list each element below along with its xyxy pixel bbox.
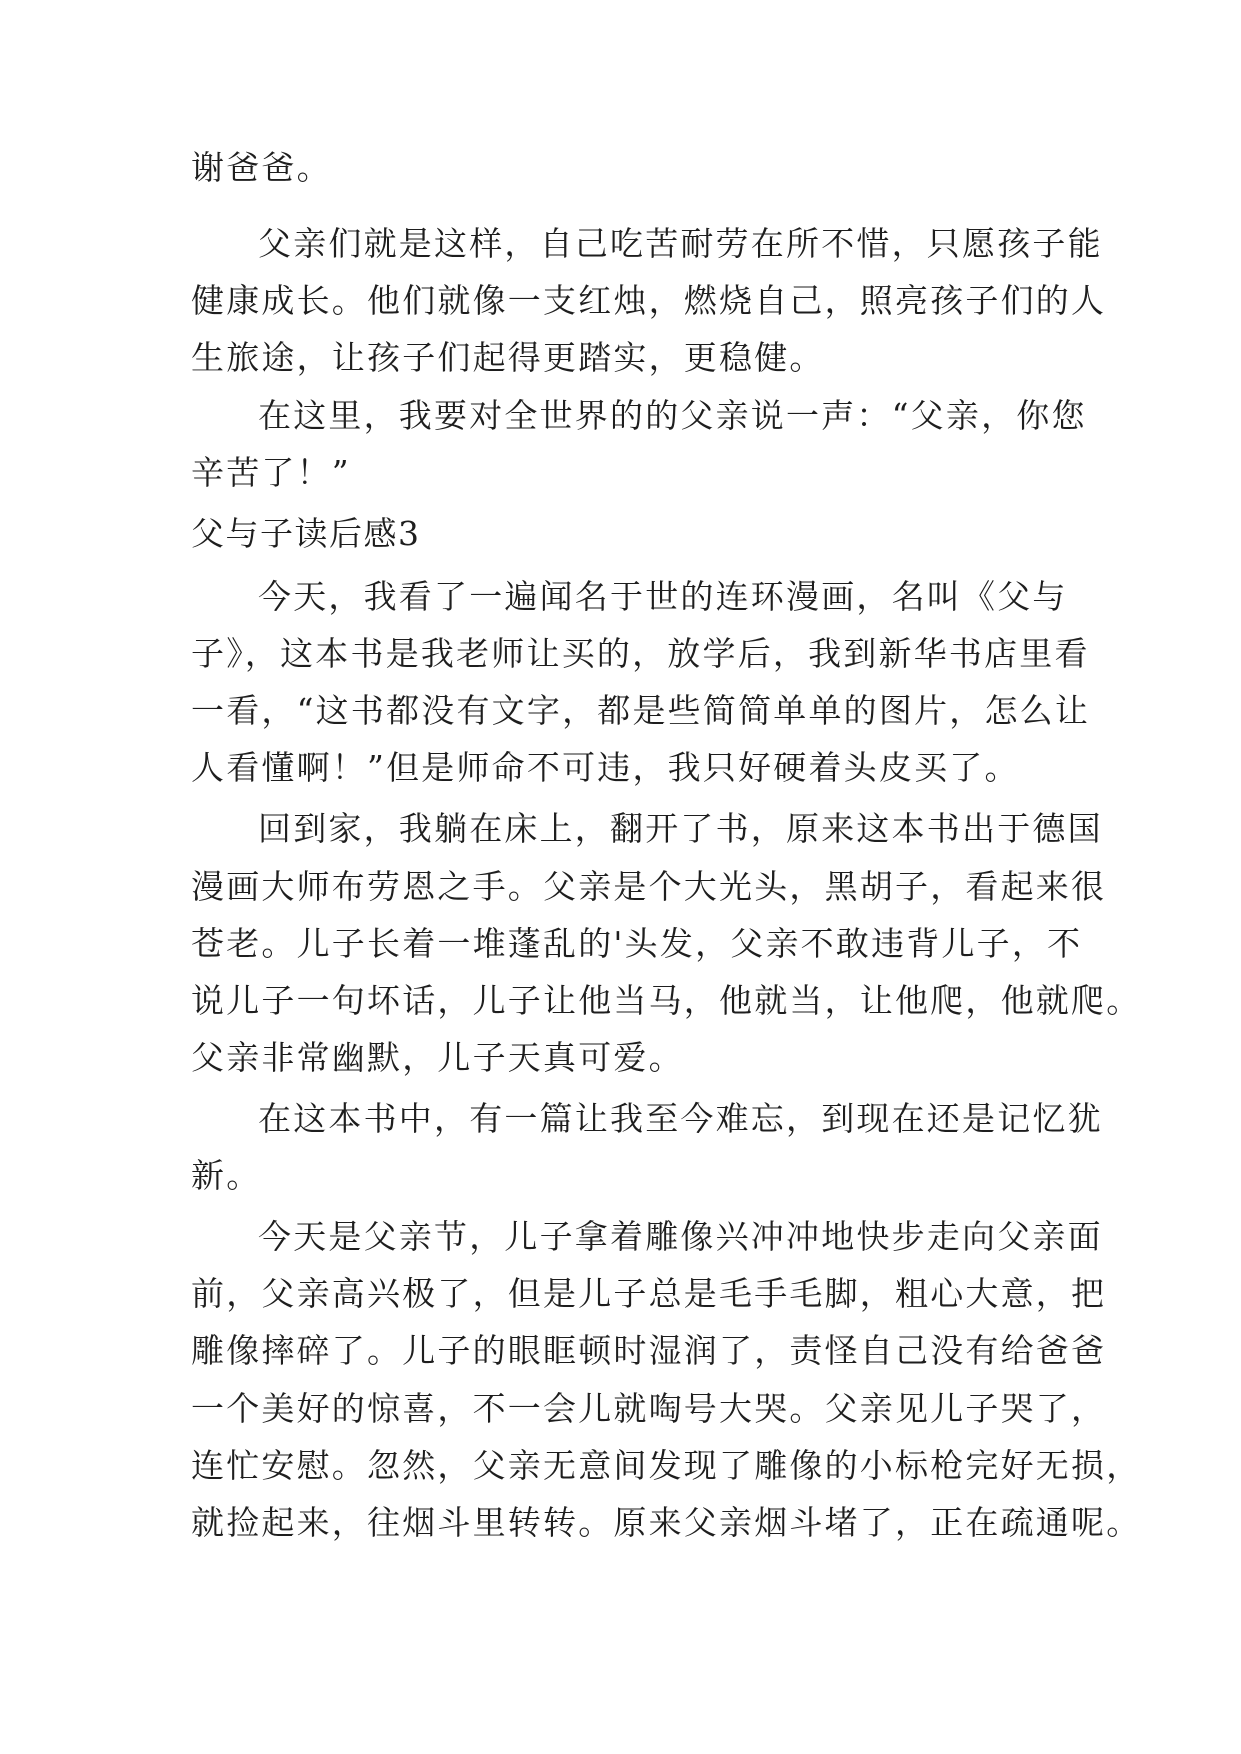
text-line: 父亲非常幽默，儿子天真可爱。 <box>191 1038 684 1077</box>
text-line: 回到家，我躺在床上，翻开了书，原来这本书出于德国 <box>258 809 1103 848</box>
text-line: 人看懂啊！”但是师命不可违，我只好硬着头皮买了。 <box>191 748 1020 787</box>
text-line: 雕像摔碎了。儿子的眼眶顿时湿润了，责怪自己没有给爸爸 <box>191 1331 1107 1370</box>
text-line: 说儿子一句坏话，儿子让他当马，他就当，让他爬，他就爬。 <box>191 981 1142 1020</box>
text-line: 今天是父亲节，儿子拿着雕像兴冲冲地快步走向父亲面 <box>258 1217 1103 1256</box>
text-line: 父亲们就是这样，自己吃苦耐劳在所不惜，只愿孩子能 <box>258 224 1103 263</box>
text-line: 苍老。儿子长着一堆蓬乱的'头发，父亲不敢违背儿子，不 <box>191 924 1083 963</box>
text-line: 健康成长。他们就像一支红烛，燃烧自己，照亮孩子们的人 <box>191 281 1107 320</box>
text-line: 生旅途，让孩子们起得更踏实，更稳健。 <box>191 338 825 377</box>
text-line: 一看，“这书都没有文字，都是些简简单单的图片，怎么让 <box>191 691 1091 730</box>
text-line: 连忙安慰。忽然，父亲无意间发现了雕像的小标枪完好无损， <box>191 1446 1142 1485</box>
section-heading: 父与子读后感3 <box>191 514 421 553</box>
text-line: 就捡起来，往烟斗里转转。原来父亲烟斗堵了，正在疏通呢。 <box>191 1503 1142 1542</box>
text-line: 在这本书中，有一篇让我至今难忘，到现在还是记忆犹 <box>258 1099 1103 1138</box>
text-line: 辛苦了！” <box>191 453 351 492</box>
text-line: 漫画大师布劳恩之手。父亲是个大光头，黑胡子，看起来很 <box>191 867 1107 906</box>
text-line: 谢爸爸。 <box>191 148 332 187</box>
text-line: 今天，我看了一遍闻名于世的连环漫画，名叫《父与 <box>258 577 1068 616</box>
text-line: 一个美好的惊喜，不一会儿就啕号大哭。父亲见儿子哭了， <box>191 1389 1107 1428</box>
text-line: 在这里，我要对全世界的的父亲说一声：“父亲，你您 <box>258 396 1087 435</box>
text-line: 新。 <box>191 1156 262 1195</box>
text-line: 前，父亲高兴极了，但是儿子总是毛手毛脚，粗心大意，把 <box>191 1274 1107 1313</box>
text-line: 子》，这本书是我老师让买的，放学后，我到新华书店里看 <box>191 634 1090 673</box>
